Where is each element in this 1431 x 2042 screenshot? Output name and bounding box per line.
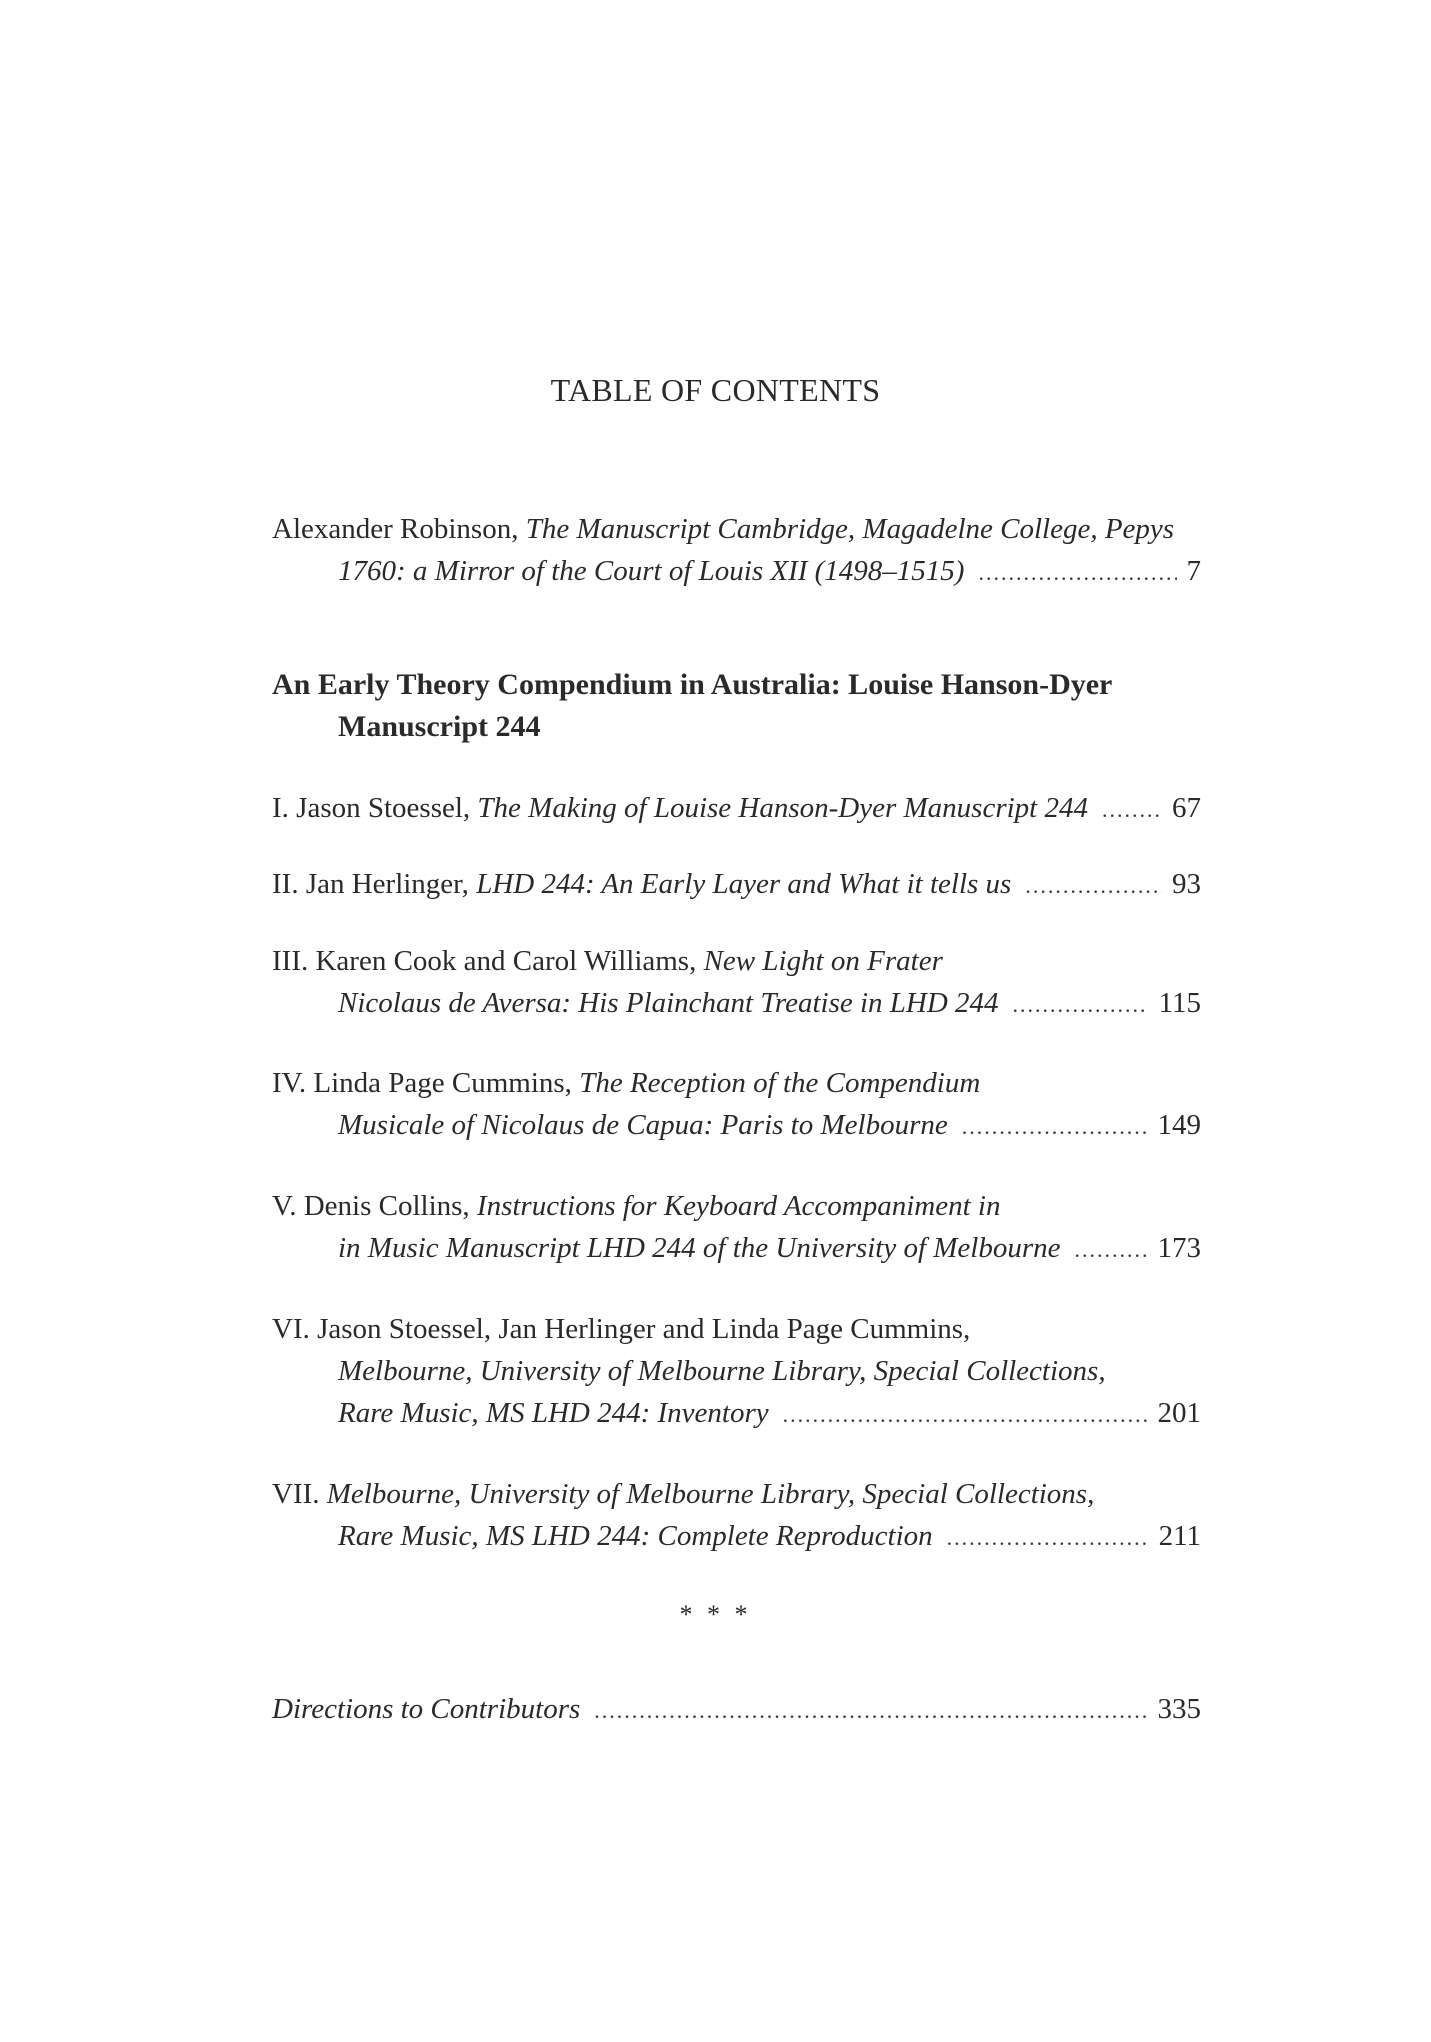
entry-title: LHD 244: An Early Layer and What it tells us <box>476 868 1012 900</box>
entry-page-number: 173 <box>1157 1232 1201 1264</box>
entry-page-number: 67 <box>1172 792 1201 824</box>
toc-entry-directions <box>272 1688 1201 1730</box>
entry-title-line2: Nicolaus de Aversa: His Plainchant Treatise in LHD 244 <box>338 987 999 1019</box>
toc-entry-2 <box>272 863 1201 905</box>
section-heading <box>272 663 1201 747</box>
entry-title-line1: The Manuscript Cambridge, Magadelne College, Pepys <box>525 513 1175 545</box>
entry-author: III. Karen Cook and Carol Williams, <box>272 945 704 977</box>
entry-author: IV. Linda Page Cummins, <box>272 1067 580 1099</box>
toc-entry-robinson <box>272 508 1201 592</box>
entry-title-line1: New Light on Frater <box>703 945 943 977</box>
section-heading-line2: Manuscript 244 <box>338 710 541 743</box>
entry-title-line3: Rare Music, MS LHD 244: Inventory <box>338 1397 769 1429</box>
toc-entry-3 <box>272 940 1201 1024</box>
entry-page-number: 201 <box>1157 1397 1201 1429</box>
entry-title: The Making of Louise Hanson-Dyer Manuscript 244 <box>477 792 1088 824</box>
dot-leader <box>1102 789 1162 831</box>
entry-title-line2: 1760: a Mirror of the Court of Louis XII (1498–1515) <box>338 555 965 587</box>
page-title: TABLE OF CONTENTS <box>550 372 881 408</box>
entry-page-number: 115 <box>1158 987 1201 1019</box>
entry-page-number: 149 <box>1157 1109 1201 1141</box>
entry-author: V. Denis Collins, <box>272 1190 477 1222</box>
entry-page-number: 335 <box>1157 1693 1201 1725</box>
entry-author: I. Jason Stoessel, <box>272 792 478 824</box>
toc-entry-7 <box>272 1473 1201 1557</box>
entry-author: II. Jan Herlinger, <box>272 868 477 900</box>
dot-leader <box>1025 865 1162 907</box>
section-separator: * * * <box>679 1600 752 1629</box>
entry-title-line2: in Music Manuscript LHD 244 of the University of Melbourne <box>338 1232 1061 1264</box>
entry-title-line2: Musicale of Nicolaus de Capua: Paris to Melbourne <box>338 1109 948 1141</box>
entry-title: Directions to Contributors <box>272 1693 581 1725</box>
toc-entry-5 <box>272 1185 1201 1269</box>
entry-author: Alexander Robinson, <box>272 513 526 545</box>
entry-title-line2: Melbourne, University of Melbourne Library, Special Collections, <box>338 1355 1106 1387</box>
toc-entry-1 <box>272 787 1201 829</box>
dot-leader <box>1075 1229 1148 1271</box>
dot-leader <box>594 1690 1147 1732</box>
entry-prefix: VII. <box>272 1478 327 1510</box>
toc-entry-4 <box>272 1062 1201 1146</box>
entry-title-line1: The Reception of the Compendium <box>579 1067 981 1099</box>
section-heading-line1: An Early Theory Compendium in Australia: Louise Hanson-Dyer <box>272 668 1113 701</box>
entry-title-line2: Rare Music, MS LHD 244: Complete Reproduction <box>338 1520 933 1552</box>
dot-leader <box>783 1394 1148 1436</box>
entry-page-number: 7 <box>1186 555 1201 587</box>
dot-leader <box>947 1517 1149 1559</box>
entry-title-line1: Melbourne, University of Melbourne Library, Special Collections, <box>326 1478 1095 1510</box>
toc-entry-6 <box>272 1308 1201 1434</box>
dot-leader <box>978 552 1176 594</box>
entry-page-number: 211 <box>1158 1520 1201 1552</box>
dot-leader <box>1013 984 1149 1026</box>
dot-leader <box>962 1106 1148 1148</box>
entry-title-line1: Instructions for Keyboard Accompaniment in <box>476 1190 1001 1222</box>
entry-page-number: 93 <box>1172 868 1201 900</box>
entry-authors: VI. Jason Stoessel, Jan Herlinger and Linda Page Cummins, <box>272 1313 971 1345</box>
